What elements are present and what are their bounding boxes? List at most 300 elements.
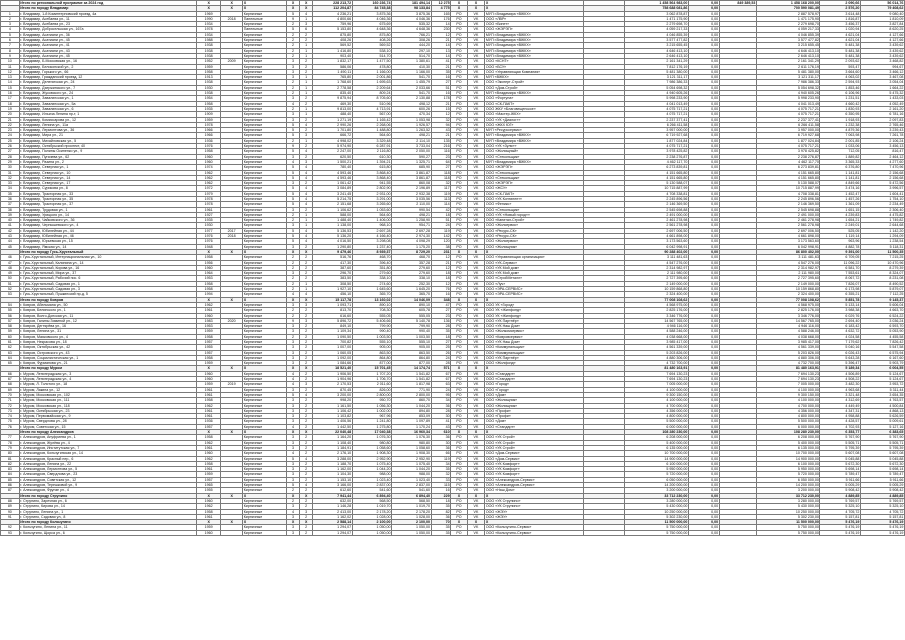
table-cell: ООО «Стандарт» [485, 371, 584, 376]
table-cell: РО [451, 435, 467, 440]
table-cell: 1961 [197, 387, 221, 392]
table-cell: 15 [431, 106, 451, 111]
table-cell: 23 [431, 313, 451, 318]
table-cell: 5 [286, 128, 299, 133]
table-cell: 3 241,45 [313, 191, 352, 196]
table-cell: г. Владимир, Ямская ул., 14 [19, 244, 197, 249]
table-cell: 32 [431, 181, 451, 186]
table-cell: 76 [1, 424, 20, 429]
table-cell: 6 183,42 [820, 324, 861, 329]
table-cell: 351,80 [352, 265, 391, 270]
table-cell: X [467, 1, 485, 6]
table-cell: 15 [1, 85, 20, 90]
table-cell: 35 [431, 467, 451, 472]
table-cell: VK [467, 154, 485, 159]
table-cell: 2 146 369,50 [625, 202, 689, 207]
table-cell: 32 [431, 117, 451, 122]
table-cell: Кирпичные [243, 223, 287, 228]
table-cell: 27 [431, 165, 451, 170]
table-cell: 1988 [197, 38, 221, 43]
table-cell: 0,00 [689, 11, 720, 16]
table-cell: 1 471 175,90 [756, 16, 820, 21]
table-cell: VK [467, 340, 485, 345]
table-cell: РО [451, 181, 467, 186]
table-cell: РО [451, 91, 467, 96]
table-cell: 758 688 081,86 [625, 6, 689, 11]
table-cell: 1 380,61 [392, 59, 431, 64]
table-cell: 3 036,24 [861, 318, 905, 323]
table-cell: 83 [1, 467, 20, 472]
table-cell: 5 476,19 [861, 530, 905, 535]
table-cell: РО [451, 345, 467, 350]
table-cell: 4 041 013,49 [625, 101, 689, 106]
table-cell: Кирпичные [243, 144, 287, 149]
table-cell: 0,00 [689, 6, 720, 11]
table-cell: 2 111 980,00 [756, 271, 820, 276]
table-cell: 28 [431, 324, 451, 329]
table-cell: 1 166,00 [352, 69, 391, 74]
table-cell: 877,00 [392, 361, 431, 366]
table-cell: 4 882,78 [820, 244, 861, 249]
table-cell: г. Гусь-Хрустальный, Мира ул., 37 [19, 271, 197, 276]
table-cell: 87 [1, 488, 20, 493]
table-cell: 63 [1, 350, 20, 355]
table-cell: 468,70 [352, 255, 391, 260]
table-cell: 2 [300, 398, 313, 403]
table-cell: 297,10 [392, 48, 431, 53]
table-cell: 0,00 [689, 96, 720, 101]
table-cell: VK [467, 355, 485, 360]
table-cell: 4 052,49 [861, 101, 905, 106]
table-cell: 2 [300, 488, 313, 493]
table-cell: 4 [300, 456, 313, 461]
table-cell: 3 [286, 117, 299, 122]
table-cell: 43 [1, 234, 20, 239]
table-cell: 593,47 [820, 64, 861, 69]
table-cell: 9 479,46 [313, 249, 352, 254]
table-cell: ООО «Жилсервис» [485, 239, 584, 244]
table-cell: 5 750 000,00 [625, 530, 689, 535]
table-cell: 1 044,20 [392, 467, 431, 472]
table-cell: 4 [300, 186, 313, 191]
table-cell: 0,00 [689, 191, 720, 196]
table-cell: 30 [431, 440, 451, 445]
table-cell: 16 [431, 75, 451, 80]
table-cell: 6 593,70 [861, 324, 905, 329]
table-cell: 2 588,14 [313, 520, 352, 525]
table-cell: 8 067,72 [820, 276, 861, 281]
table-cell: Кирпичные [243, 398, 287, 403]
table-cell: 3 474,16 [820, 186, 861, 191]
table-cell: ООО «ЭРА-СЕРВИС» [485, 292, 584, 297]
table-cell: ООО «Феникс» [485, 202, 584, 207]
table-cell: РО [451, 22, 467, 27]
table-cell: X [286, 430, 299, 435]
table-cell: 0,00 [689, 509, 720, 514]
table-cell: 1969 [197, 11, 221, 16]
table-cell: 1 138,00 [313, 223, 352, 228]
table-cell: 0,00 [689, 175, 720, 180]
table-cell: 1 664,22 [861, 85, 905, 90]
table-cell: 1 706,70 [352, 377, 391, 382]
table-cell: 1 768,60 [313, 80, 352, 85]
table-cell: 4 800,66 [313, 16, 352, 21]
table-cell: 535,32 [392, 22, 431, 27]
table-cell: 81 480 163,91 [756, 366, 820, 371]
table-cell: 2 594,93 [820, 80, 861, 85]
table-cell: 0,00 [689, 117, 720, 122]
table-cell: ООО «УК Мой дом» [485, 265, 584, 270]
table-cell: 5 769,57 [820, 498, 861, 503]
table-cell: 0,00 [689, 456, 720, 461]
table-cell: X [485, 366, 584, 371]
table-cell: г. Владимир, Асебаева ул., 11 [19, 16, 197, 21]
table-cell: 3 [286, 64, 299, 69]
table-cell: 5 607,08 [861, 451, 905, 456]
table-cell: 1 271,19 [313, 117, 352, 122]
table-cell: 0,00 [689, 32, 720, 37]
table-cell: 67 [1, 377, 20, 382]
table-cell: Кирпичные [243, 234, 287, 239]
table-cell: ООО «Стекольщик» [485, 175, 584, 180]
table-cell: Кирпичные [243, 324, 287, 329]
table-cell: 1 457,26 [820, 196, 861, 201]
table-cell: 5 643,28 [820, 355, 861, 360]
table-cell: 2 [300, 472, 313, 477]
table-cell: РО [451, 223, 467, 228]
table-cell: РО [451, 144, 467, 149]
table-cell: 2 932,38 [392, 191, 431, 196]
table-cell: 816,47 [861, 149, 905, 154]
table-cell: 25 [1, 138, 20, 143]
table-cell: 94 [431, 122, 451, 127]
table-cell: 1 103,82 [313, 414, 352, 419]
table-cell: 6 106,96 [820, 91, 861, 96]
table-cell: 3 [286, 461, 299, 466]
table-cell: 3 978 425,82 [756, 149, 820, 154]
table-cell: 3 614,48 [820, 11, 861, 16]
table-cell: 1 877 024,84 [756, 138, 820, 143]
table-cell: 4 661 898,00 [625, 234, 689, 239]
table-cell: 4 [300, 239, 313, 244]
table-cell: VK [467, 75, 485, 80]
table-cell: 6 042 998,91 [625, 244, 689, 249]
table-cell: 1 146,28 [313, 504, 352, 509]
table-cell: 586,06 [313, 64, 352, 69]
table-cell: ООО «Управляющая Компания» [485, 69, 584, 74]
table-cell: РО [451, 106, 467, 111]
table-cell: ООО УК «Жилфонд» [485, 313, 584, 318]
table-cell: 6 524,22 [861, 313, 905, 318]
table-cell: г. Александров, Институтская ул., 7 [19, 445, 197, 450]
table-cell: 4 [286, 159, 299, 164]
table-cell: 4 700 000,00 [756, 403, 820, 408]
table-cell: РО [451, 292, 467, 297]
table-cell: МУП «Владимира «ВЖКХ» [485, 133, 584, 138]
table-cell: ООО «ЭРА-СЕРВИС» [485, 287, 584, 292]
table-cell: 4 561 339,00 [625, 345, 689, 350]
table-cell: Кирпичные [243, 483, 287, 488]
table-cell: 0,00 [689, 22, 720, 27]
table-cell: 4 038 668,00 [625, 334, 689, 339]
table-cell: 2 161 341,29 [625, 59, 689, 64]
table-cell: 14 900 000,00 [756, 456, 820, 461]
table-cell: 1958 [197, 461, 221, 466]
table-cell: VK [467, 392, 485, 397]
table-cell: X [451, 493, 467, 498]
table-cell: 48 [1, 265, 20, 270]
table-cell: 1 477,50 [352, 59, 391, 64]
table-cell: 590,27 [392, 154, 431, 159]
table-cell: Кирпичные [243, 445, 287, 450]
table-cell: ООО «Управляющая организация» [485, 255, 584, 260]
table-cell: 2 106,24 [861, 138, 905, 143]
table-cell: 5 720 000,00 [756, 472, 820, 477]
table-cell: ООО «ЖКХ ЮГ» [485, 122, 584, 127]
table-cell: 3 173 563,60 [756, 239, 820, 244]
table-cell: 1961 [197, 445, 221, 450]
table-cell: 2 279 698,70 [756, 22, 820, 27]
table-cell: 5 607,08 [820, 451, 861, 456]
table-cell: 0,00 [689, 435, 720, 440]
table-cell: 9 875,94 [313, 96, 352, 101]
table-cell: 2 464,12 [861, 154, 905, 159]
table-cell: VK [467, 59, 485, 64]
table-cell: 5 698,14 [820, 467, 861, 472]
table-cell: 1 458 564 983,00 [625, 1, 689, 6]
table-cell: 10 700 000,00 [625, 451, 689, 456]
table-cell: 118 [431, 175, 451, 180]
table-cell: 1934 [197, 22, 221, 27]
table-cell: 0,00 [689, 106, 720, 111]
table-cell: 1 [300, 281, 313, 286]
table-cell: 5 911,66 [820, 477, 861, 482]
table-cell: 0,00 [689, 196, 720, 201]
table-cell: 4 075 717,21 [756, 106, 820, 111]
table-cell: 5 626,59 [861, 414, 905, 419]
table-cell: 2 [286, 138, 299, 143]
table-cell: 6 [1, 38, 20, 43]
table-cell: 5 767,90 [820, 435, 861, 440]
table-cell: X [467, 520, 485, 525]
table-cell: 1964 [197, 271, 221, 276]
table-cell: 49 [1, 271, 20, 276]
table-cell: г. Владимир, Дзержинского ул., 7 [19, 85, 197, 90]
table-cell: 0,00 [689, 366, 720, 371]
table-cell: VK [467, 334, 485, 339]
table-cell: 988,00 [352, 472, 391, 477]
table-cell: 5 [1, 32, 20, 37]
table-cell: 1 106,42 [313, 408, 352, 413]
table-cell: г. Ковров, Галины Зиминой ул., 12 [19, 318, 197, 323]
table-cell: 4 [300, 122, 313, 127]
table-cell: Кирпичные [243, 403, 287, 408]
table-cell: 4 166,40 [352, 234, 391, 239]
table-cell: 47 [431, 302, 451, 307]
table-cell: г. Муром, Советская ул., 15 [19, 424, 197, 429]
table-cell: 1 090,50 [313, 334, 352, 339]
table-cell: 2 237 377,41 [625, 117, 689, 122]
table-cell: 0,00 [689, 461, 720, 466]
table-cell: 7 063,98 [820, 133, 861, 138]
table-cell: 3 861,87 [392, 170, 431, 175]
table-cell: 7 [1, 43, 20, 48]
table-cell: 5 767,90 [861, 435, 905, 440]
table-cell: 1961 [197, 207, 221, 212]
table-cell: 605,78 [392, 308, 431, 313]
table-cell: 90 [1, 509, 20, 514]
table-cell: г. Владимир, Асатиани ул., 45 [19, 53, 197, 58]
table-cell: 3 365,33 [820, 159, 861, 164]
table-cell: 478,80 [352, 64, 391, 69]
table-cell: 252,30 [392, 281, 431, 286]
table-cell: X [485, 6, 584, 11]
table-cell: г. Муром, Свердлова ул., 28 [19, 419, 197, 424]
table-cell: РО [451, 467, 467, 472]
table-cell: X [485, 520, 584, 525]
table-cell: 51 [1, 281, 20, 286]
table-cell: 8 279,39 [861, 265, 905, 270]
table-cell: РО [451, 302, 467, 307]
table-cell: 2 130,88 [392, 96, 431, 101]
table-cell: X [300, 366, 313, 371]
table-cell: 229 [431, 493, 451, 498]
table-cell: 2 324 400,00 [625, 292, 689, 297]
table-cell: 6 719 927,68 [756, 133, 820, 138]
table-cell: 2 [286, 85, 299, 90]
table-cell: РО [451, 69, 467, 74]
table-cell: 1 044,20 [352, 467, 391, 472]
table-cell: 2 [300, 324, 313, 329]
table-cell: 21 [1, 117, 20, 122]
table-cell: 6 575,94 [861, 350, 905, 355]
table-cell: VK [467, 398, 485, 403]
table-cell: РО [451, 287, 467, 292]
table-cell: 0,00 [689, 477, 720, 482]
table-cell: г. Ковров, Абельмана ул., 50 [19, 302, 197, 307]
table-cell: 5 136,20 [313, 234, 352, 239]
table-cell: 1 645,60 [352, 287, 391, 292]
table-cell: 1955 [197, 345, 221, 350]
table-cell: 58 [1, 324, 20, 329]
table-cell: 990,54 [392, 207, 431, 212]
table-cell: Кирпичные [243, 181, 287, 186]
table-cell: X [243, 6, 287, 11]
table-cell: 1 [300, 80, 313, 85]
table-cell: г. Александров, Ануфриева ул., 1 [19, 435, 197, 440]
table-cell: 42 [431, 207, 451, 212]
table-cell: X [197, 297, 221, 302]
table-cell: РО [451, 96, 467, 101]
table-cell: 1958 [197, 435, 221, 440]
table-cell: 3 111 481,63 [625, 255, 689, 260]
table-cell: 4 946 116,00 [756, 324, 820, 329]
table-cell: VK [467, 138, 485, 143]
table-cell: РО [451, 456, 467, 461]
table-cell: 1 294,07 [313, 530, 352, 535]
table-cell: 4 632,72 [820, 329, 861, 334]
table-cell: 4 063,02 [820, 75, 861, 80]
table-cell: 2 825 176,00 [625, 308, 689, 313]
table-cell: 6 350,95 [820, 112, 861, 117]
table-cell: 766,21 [392, 32, 431, 37]
table-cell: г. Владимир, Михайловская ул., 5 [19, 138, 197, 143]
table-cell: МУП г.Владимира «ВЖКХ» [485, 11, 584, 16]
table-cell: 1962 [197, 170, 221, 175]
table-cell: 4 356 000,00 [625, 408, 689, 413]
table-cell: 3 439,62 [861, 53, 905, 58]
table-cell: РО [451, 350, 467, 355]
table-cell: 541,60 [392, 488, 431, 493]
table-cell: ООО «Стекольщик» [485, 170, 584, 175]
table-cell: 2 646 413,10 [756, 53, 820, 58]
table-cell: 1 853,46 [820, 85, 861, 90]
table-cell: 5 [286, 186, 299, 191]
table-cell: 36 [431, 445, 451, 450]
table-cell: 1 076,30 [352, 435, 391, 440]
table-cell: Кирпичные [243, 292, 287, 297]
table-cell: 4 [300, 483, 313, 488]
table-cell: 4 038 668,00 [756, 334, 820, 339]
table-cell: 564,60 [352, 133, 391, 138]
table-cell: 4 646 413,10 [756, 48, 820, 53]
table-cell: г. Владимир, Белоконской ул., 2 [19, 64, 197, 69]
table-cell: VK [467, 144, 485, 149]
table-cell: РО [451, 440, 467, 445]
table-cell: 3 868,40 [352, 170, 391, 175]
table-cell: 41 [431, 419, 451, 424]
table-cell: 2 161,20 [861, 106, 905, 111]
table-cell: 5 203 826,00 [625, 350, 689, 355]
table-cell: ООО «Стекольщик» [485, 154, 584, 159]
table-cell [583, 530, 625, 535]
table-cell: 2 [300, 345, 313, 350]
table-cell: 5 325,10 [861, 504, 905, 509]
table-cell: 6 273 839,81 [625, 165, 689, 170]
table-cell: 863,50 [392, 350, 431, 355]
table-cell: 864,80 [392, 355, 431, 360]
table-cell: 40 [1, 218, 20, 223]
table-cell: ООО «ЖЭРЭП» [485, 181, 584, 186]
table-cell: 116 [431, 149, 451, 154]
table-cell: 3 [300, 22, 313, 27]
table-cell: 0,00 [689, 144, 720, 149]
table-cell: ООО «Кольчугино-Сервис» [485, 525, 584, 530]
table-cell: 33 712 230,00 [625, 493, 689, 498]
table-cell: г. Александров, Советская ул., 12 [19, 477, 197, 482]
table-cell: 75 [1, 419, 20, 424]
table-cell: 4 508,22 [820, 377, 861, 382]
table-cell: 468,70 [392, 255, 431, 260]
table-cell: 4 646 413,10 [625, 48, 689, 53]
table-cell: 7 005 000,00 [625, 382, 689, 387]
table-cell: 5 795,39 [861, 445, 905, 450]
table-cell: 119 [431, 228, 451, 233]
table-cell: 1 651,15 [820, 207, 861, 212]
table-cell: 2 [300, 514, 313, 519]
table-cell: 1 050,00 [392, 530, 431, 535]
table-cell: ООО «Жилсервис» [485, 223, 584, 228]
table-cell: РО [451, 186, 467, 191]
table-cell: 28 [1, 154, 20, 159]
table-cell: 2 [300, 387, 313, 392]
table-cell: 4 775 [431, 6, 451, 11]
table-cell: Итого по региональной программе за 2024 год [19, 1, 197, 6]
table-cell: 0,00 [689, 234, 720, 239]
table-cell: 525,05 [820, 228, 861, 233]
table-cell: 2 [300, 308, 313, 313]
table-cell: РО [451, 308, 467, 313]
